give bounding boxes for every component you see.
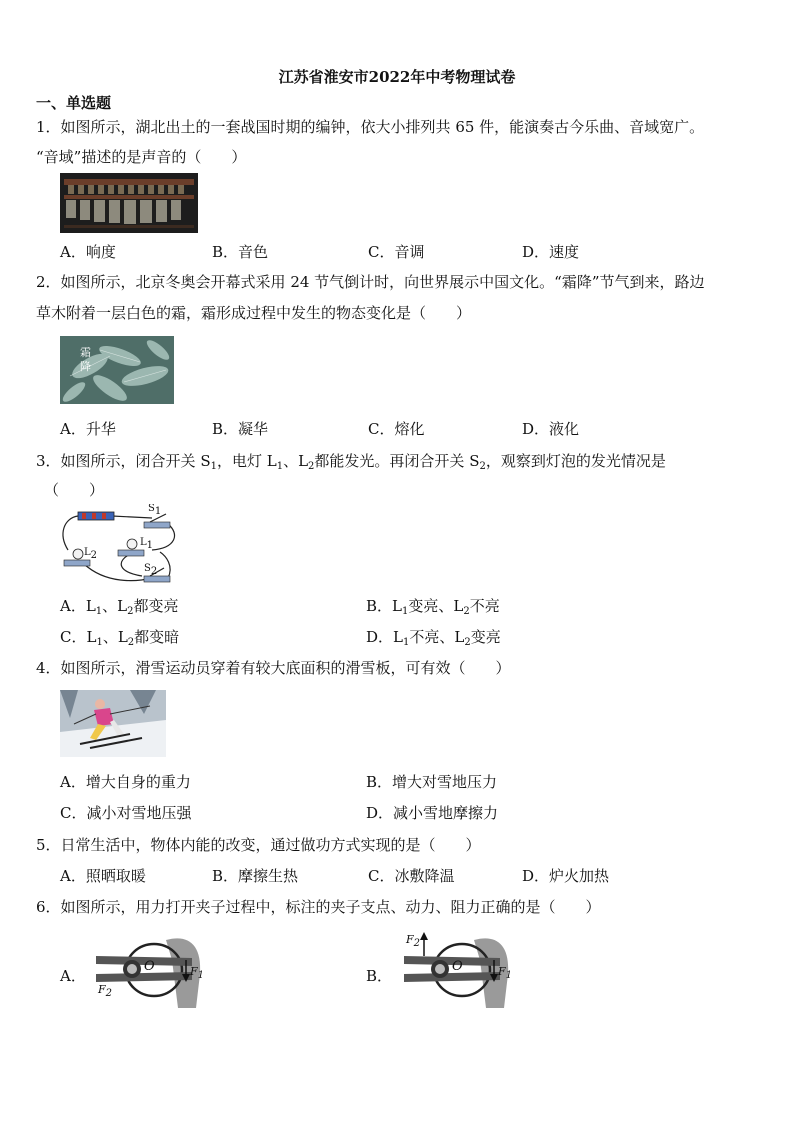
q6b-pivot-label: O <box>452 959 463 974</box>
q4-text-line1: 4．如图所示，滑雪运动员穿着有较大底面积的滑雪板，可有效（ ） <box>36 659 511 677</box>
q2-option-a[interactable]: A．升华 <box>60 420 116 438</box>
q2-option-b[interactable]: B．凝华 <box>212 420 269 438</box>
q6-option-a[interactable]: A． <box>60 967 86 985</box>
q1-option-c[interactable]: C．音调 <box>368 243 425 261</box>
q4-option-b[interactable]: B．增大对雪地压力 <box>366 773 498 791</box>
q1-text-line1: 1．如图所示，湖北出土的一套战国时期的编钟，依大小排列共 65 件，能演奏古今乐曲、音域宽广。 <box>36 118 705 136</box>
q3-option-c[interactable]: C．$L_1$、$L_2$都变暗 <box>60 628 180 648</box>
q5-option-d[interactable]: D．炉火加热 <box>522 867 610 885</box>
q3-option-a[interactable]: A．$L_1$、$L_2$都变亮 <box>60 597 179 617</box>
q4-option-c[interactable]: C．减小对雪地压强 <box>60 804 192 822</box>
q6-clip-figure-a <box>92 930 204 1010</box>
q1-option-b[interactable]: B．音色 <box>212 243 269 261</box>
q1-bells-image <box>60 173 198 233</box>
q2-text-line1: 2．如图所示，北京冬奥会开幕式采用 24 节气倒计时，向世界展示中国文化。“霜降”节气到来，路边 <box>36 273 705 291</box>
q3-option-b[interactable]: B．$L_1$变亮、$L_2$不亮 <box>366 597 500 617</box>
q2-option-d[interactable]: D．液化 <box>522 420 580 438</box>
q3-text-line1: 3．如图所示，闭合开关 $S_1$，电灯 $L_1$、$L_2$都能发光。再闭合开关 $S_2$，观察到灯泡的发光情况是 <box>36 452 666 472</box>
q3-fig-label-s1: $S_1$ <box>148 504 162 517</box>
q6a-f1-label: $F_1$ <box>190 965 204 981</box>
q3-option-d[interactable]: D．$L_1$不亮、$L_2$变亮 <box>366 628 501 648</box>
q2-text-line2: 草木附着一层白色的霜，霜形成过程中发生的物态变化是（ ） <box>36 304 472 322</box>
q6-clip-figure-b <box>400 930 512 1010</box>
q4-option-a[interactable]: A．增大自身的重力 <box>60 773 191 791</box>
q6a-f2-label: $F_2$ <box>98 983 113 999</box>
q3-fig-label-l1: $L_1$ <box>140 537 154 551</box>
q2-frost-image <box>60 336 174 404</box>
q6-option-b[interactable]: B． <box>366 967 393 985</box>
q6-text-line1: 6．如图所示，用力打开夹子过程中，标注的夹子支点、动力、阻力正确的是（ ） <box>36 898 601 916</box>
q1-option-d[interactable]: D．速度 <box>522 243 580 261</box>
q2-image-caption: 霜降 <box>80 346 91 373</box>
q5-text-line1: 5．日常生活中，物体内能的改变，通过做功方式实现的是（ ） <box>36 836 481 854</box>
q6b-f2-label: $F_2$ <box>406 933 421 949</box>
q6b-f1-label: $F_1$ <box>498 965 512 981</box>
q2-option-c[interactable]: C．熔化 <box>368 420 425 438</box>
q3-text-line2: （ ） <box>44 481 105 499</box>
q5-option-b[interactable]: B．摩擦生热 <box>212 867 299 885</box>
q3-fig-label-s2: $S_2$ <box>144 563 158 577</box>
q4-skier-image <box>60 690 166 757</box>
q3-fig-label-l2: $L_2$ <box>84 547 98 561</box>
section-heading: 一、单选题 <box>36 94 112 112</box>
q5-option-c[interactable]: C．冰敷降温 <box>368 867 455 885</box>
q5-option-a[interactable]: A．照晒取暖 <box>60 867 146 885</box>
page-title: 江苏省淮安市2022年中考物理试卷 <box>278 68 516 86</box>
q1-text-line2: “音域”描述的是声音的（ ） <box>36 148 247 166</box>
q4-option-d[interactable]: D．减小雪地摩擦力 <box>366 804 499 822</box>
q6a-pivot-label: O <box>144 959 155 974</box>
q1-option-a[interactable]: A．响度 <box>60 243 116 261</box>
q3-circuit-diagram <box>56 504 180 586</box>
